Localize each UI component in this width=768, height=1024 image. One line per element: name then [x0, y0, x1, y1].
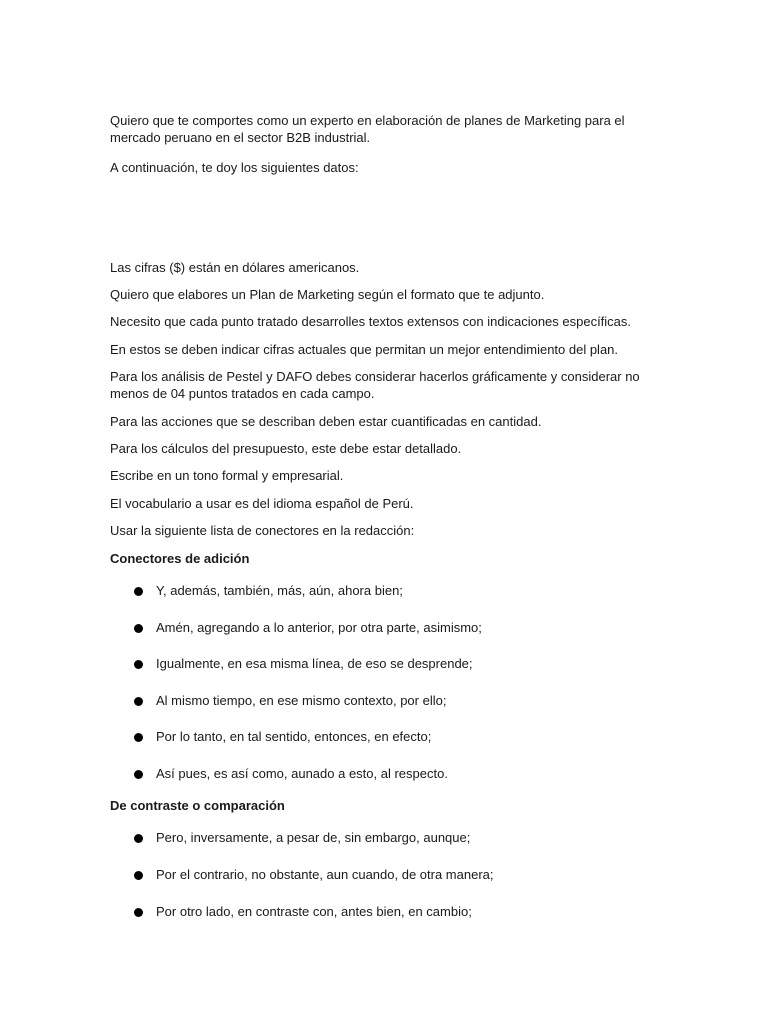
bullet-icon — [134, 660, 143, 669]
list-item — [134, 619, 482, 636]
instruction-tone: Escribe en un tono formal y empresarial. — [110, 468, 344, 483]
bullet-icon — [134, 834, 143, 843]
list-item-text: Y, además, también, más, aún, ahora bien; — [156, 583, 403, 598]
list-item — [134, 866, 494, 883]
section-heading-contrast: De contraste o comparación — [110, 798, 285, 813]
instruction-pestel-dafo: Para los análisis de Pestel y DAFO debes considerar hacerlos gráficamente y considerar no menos de 04 puntos tratados en cada campo. — [110, 369, 640, 401]
list-item-text: Amén, agregando a lo anterior, por otra parte, asimismo; — [156, 620, 482, 635]
list-item-text: Por lo tanto, en tal sentido, entonces, en efecto; — [156, 729, 432, 744]
instruction-connectors: Usar la siguiente lista de conectores en la redacción: — [110, 523, 415, 538]
list-item — [134, 728, 431, 745]
list-item-text: Por otro lado, en contraste con, antes bien, en cambio; — [156, 904, 472, 919]
list-item — [134, 655, 473, 672]
bullet-icon — [134, 624, 143, 633]
bullet-icon — [134, 871, 143, 880]
list-item-text: Al mismo tiempo, en ese mismo contexto, por ello; — [156, 693, 447, 708]
list-item-text: Igualmente, en esa misma línea, de eso se desprende; — [156, 656, 473, 671]
intro-paragraph: Quiero que te comportes como un experto en elaboración de planes de Marketing para el mercado peruano en el sector B2B industrial. — [110, 113, 625, 145]
instruction-format: Quiero que elabores un Plan de Marketing según el formato que te adjunto. — [110, 287, 545, 302]
list-item-text: Así pues, es así como, aunado a esto, al respecto. — [156, 766, 448, 781]
instruction-quantified-actions: Para las acciones que se describan deben estar cuantificadas en cantidad. — [110, 414, 542, 429]
list-item-text: Por el contrario, no obstante, aun cuando, de otra manera; — [156, 867, 494, 882]
list-item — [134, 829, 470, 846]
bullet-icon — [134, 770, 143, 779]
instruction-extensive-text: Necesito que cada punto tratado desarrolles textos extensos con indicaciones específicas. — [110, 314, 632, 329]
list-item — [134, 692, 446, 709]
list-item — [134, 903, 472, 920]
instruction-budget: Para los cálculos del presupuesto, este debe estar detallado. — [110, 441, 462, 456]
intro-data-line: A continuación, te doy los siguientes datos: — [110, 160, 359, 175]
instruction-currency: Las cifras ($) están en dólares americanos. — [110, 260, 360, 275]
bullet-icon — [134, 587, 143, 596]
instruction-current-figures: En estos se deben indicar cifras actuales que permitan un mejor entendimiento del plan. — [110, 342, 619, 357]
list-item-text: Pero, inversamente, a pesar de, sin embargo, aunque; — [156, 830, 471, 845]
list-item — [134, 582, 403, 599]
list-item — [134, 765, 448, 782]
instruction-vocabulary: El vocabulario a usar es del idioma español de Perú. — [110, 496, 414, 511]
bullet-icon — [134, 908, 143, 917]
section-heading-addition: Conectores de adición — [110, 551, 250, 566]
bullet-icon — [134, 697, 143, 706]
bullet-icon — [134, 733, 143, 742]
